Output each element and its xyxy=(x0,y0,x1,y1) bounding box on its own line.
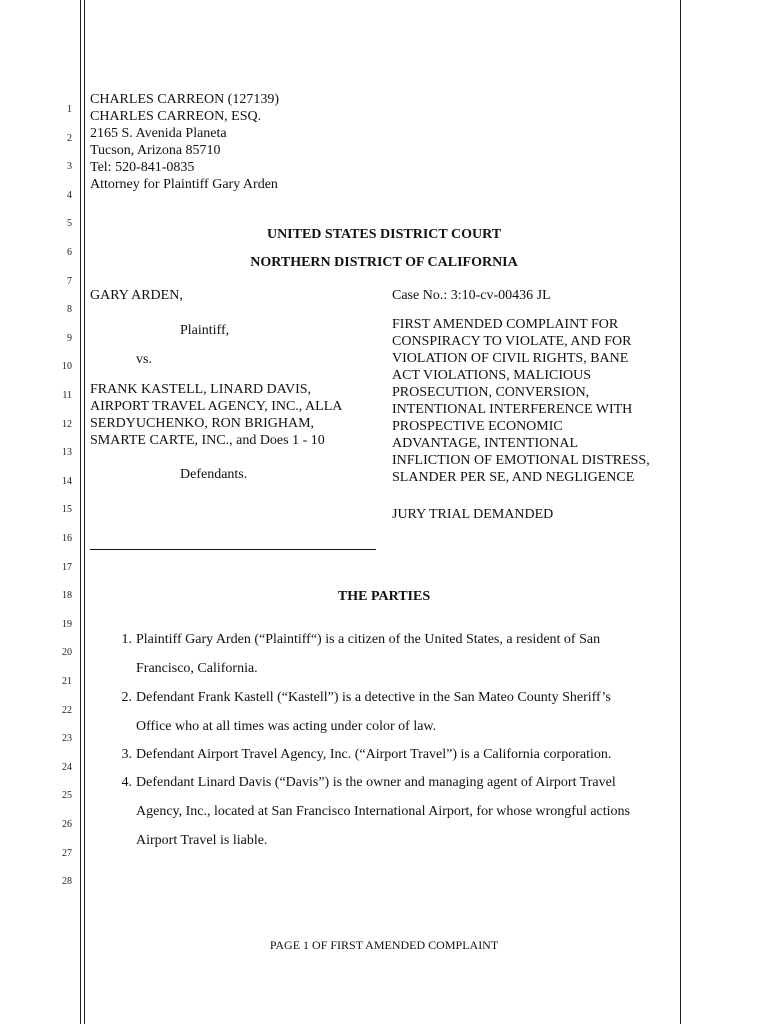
line-number: 3 xyxy=(67,161,72,173)
line-number: 10 xyxy=(62,361,72,373)
defendant-line: FRANK KASTELL, LINARD DAVIS, xyxy=(90,382,312,397)
line-number: 19 xyxy=(62,618,72,630)
attorney-line: Tucson, Arizona 85710 xyxy=(90,143,221,158)
court-district: NORTHERN DISTRICT OF CALIFORNIA xyxy=(250,255,518,270)
complaint-title-line: FIRST AMENDED COMPLAINT FOR xyxy=(392,317,619,332)
complaint-title-line: ACT VIOLATIONS, MALICIOUS xyxy=(392,368,591,383)
line-number: 9 xyxy=(67,332,72,344)
line-number: 17 xyxy=(62,561,72,573)
paragraph-1 xyxy=(112,625,672,683)
line-number: 27 xyxy=(62,847,72,859)
line-number: 22 xyxy=(62,704,72,716)
attorney-line: Attorney for Plaintiff Gary Arden xyxy=(90,177,278,192)
line-number: 12 xyxy=(62,418,72,430)
line-number: 14 xyxy=(62,475,72,487)
line-number: 26 xyxy=(62,819,72,830)
left-margin-rule-outer xyxy=(80,0,81,1024)
defendant-line: SMARTE CARTE, INC., and Does 1 - 10 xyxy=(90,433,325,448)
defendants-list xyxy=(90,381,342,449)
attorney-block xyxy=(90,91,279,193)
paragraph-line: Plaintiff Gary Arden (“Plaintiff“) is a citizen of the United States, a resident of San xyxy=(136,632,601,647)
line-number: 1 xyxy=(67,104,72,115)
defendant-line: AIRPORT TRAVEL AGENCY, INC., ALLA xyxy=(90,399,343,414)
line-number: 18 xyxy=(62,590,72,602)
line-number: 24 xyxy=(62,761,72,773)
complaint-title-line: ADVANTAGE, INTENTIONAL xyxy=(392,436,579,451)
paragraph-line: Defendant Airport Travel Agency, Inc. (“Airport Travel”) is a California corporation. xyxy=(136,747,612,762)
right-margin-rule xyxy=(680,0,681,1024)
paragraph-line: Office who at all times was acting under color of law. xyxy=(136,719,437,734)
line-number: 11 xyxy=(62,390,72,401)
complaint-title-line: PROSPECTIVE ECONOMIC xyxy=(392,419,563,434)
paragraph-2 xyxy=(112,683,672,741)
paragraph-4 xyxy=(112,768,672,855)
caption-divider xyxy=(90,549,376,550)
page-footer: PAGE 1 OF FIRST AMENDED COMPLAINT xyxy=(269,938,499,952)
defendant-role: Defendants. xyxy=(180,467,248,482)
complaint-title-line: INTENTIONAL INTERFERENCE WITH xyxy=(392,402,633,417)
jury-demand: JURY TRIAL DEMANDED xyxy=(392,507,554,522)
line-number: 28 xyxy=(62,876,72,888)
paragraph-number: 2. xyxy=(121,690,132,705)
paragraph-line: Francisco, California. xyxy=(136,661,258,676)
line-number: 16 xyxy=(62,533,72,544)
attorney-line: CHARLES CARREON (127139) xyxy=(90,92,280,107)
paragraph-number: 1. xyxy=(121,632,132,647)
line-number: 20 xyxy=(62,647,72,659)
complaint-title-line: SLANDER PER SE, AND NEGLIGENCE xyxy=(392,470,635,485)
attorney-line: 2165 S. Avenida Planeta xyxy=(90,126,227,141)
complaint-title-line: CONSPIRACY TO VIOLATE, AND FOR xyxy=(392,334,632,349)
paragraph-line: Agency, Inc., located at San Francisco International Airport, for whose wrongful actions xyxy=(136,804,630,819)
attorney-line: CHARLES CARREON, ESQ. xyxy=(90,109,262,124)
line-number: 25 xyxy=(62,790,72,802)
line-number: 15 xyxy=(62,504,72,516)
plaintiff-name: GARY ARDEN, xyxy=(90,288,183,303)
complaint-title-line: PROSECUTION, CONVERSION, xyxy=(392,385,590,400)
attorney-line: Tel: 520-841-0835 xyxy=(90,160,195,175)
paragraph-3 xyxy=(112,740,672,769)
versus: vs. xyxy=(136,352,152,367)
paragraph-number: 4. xyxy=(121,775,132,790)
plaintiff-role: Plaintiff, xyxy=(180,323,230,338)
line-number: 4 xyxy=(67,189,72,201)
line-number: 8 xyxy=(67,304,72,316)
left-margin-rule-inner xyxy=(84,0,85,1024)
line-number: 7 xyxy=(67,275,72,287)
complaint-title-line: VIOLATION OF CIVIL RIGHTS, BANE xyxy=(392,351,629,366)
case-number: Case No.: 3:10-cv-00436 JL xyxy=(392,288,551,303)
line-number: 13 xyxy=(62,447,72,459)
complaint-title-line: INFLICTION OF EMOTIONAL DISTRESS, xyxy=(392,453,650,468)
complaint-title xyxy=(392,316,650,486)
defendant-line: SERDYUCHENKO, RON BRIGHAM, xyxy=(90,416,315,431)
paragraph-line: Airport Travel is liable. xyxy=(136,833,268,848)
paragraph-line: Defendant Frank Kastell (“Kastell”) is a detective in the San Mateo County Sheriff’s xyxy=(136,690,611,705)
line-number: 21 xyxy=(62,676,72,687)
court-name: UNITED STATES DISTRICT COURT xyxy=(266,227,502,242)
line-number: 6 xyxy=(67,247,72,258)
paragraph-number: 3. xyxy=(121,747,132,762)
line-number: 2 xyxy=(67,132,72,144)
line-numbers xyxy=(50,0,74,1024)
paragraph-line: Defendant Linard Davis (“Davis”) is the owner and managing agent of Airport Travel xyxy=(136,775,616,790)
section-title: THE PARTIES xyxy=(337,589,431,604)
line-number: 23 xyxy=(62,733,72,745)
line-number: 5 xyxy=(67,218,72,230)
